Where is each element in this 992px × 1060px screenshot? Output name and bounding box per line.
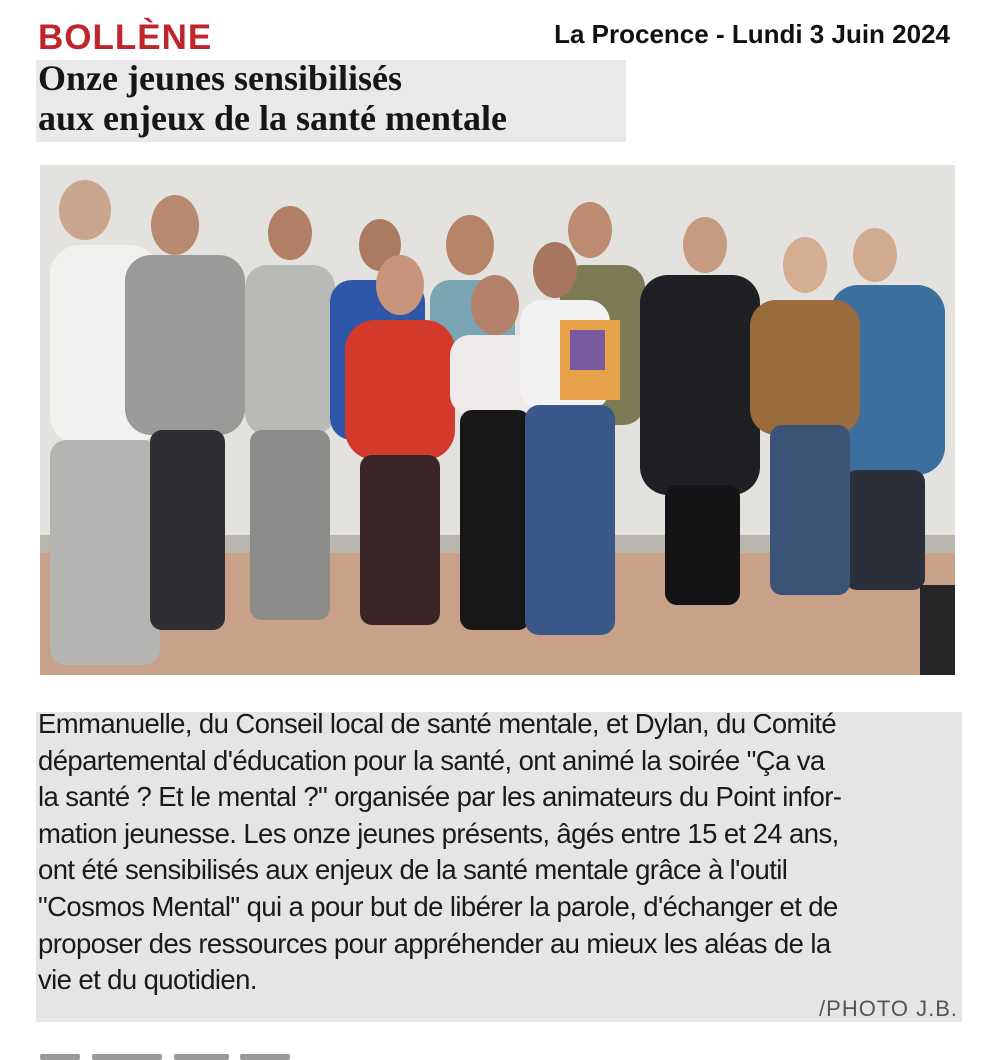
caption-line: départemental d'éducation pour la santé, ont animé la soirée "Ça va [38,744,825,776]
caption-line: ont été sensibilisés aux enjeux de la santé mentale grâce à l'outil [38,854,788,886]
photo-credit: /PHOTO J.B. [819,996,958,1021]
headline [38,58,678,138]
caption-line: "Cosmos Mental" qui a pour but de libérer la parole, d'échanger et de [38,890,838,922]
caption-line: la santé ? Et le mental ?" organisée par les animateurs du Point infor- [38,781,842,813]
caption-line: mation jeunesse. Les onze jeunes présents, âgés entre 15 et 24 ans, [38,817,839,849]
group-photo [40,165,955,675]
cut-off-text-fragment [40,1048,300,1060]
publication-date-line: La Procence - Lundi 3 Juin 2024 [554,19,950,49]
section-label: BOLLÈNE [38,18,213,57]
caption-line: Emmanuelle, du Conseil local de santé mentale, et Dylan, du Comité [38,708,837,739]
headline-line: Onze jeunes sensibilisés [38,58,403,98]
photo-caption [38,706,954,999]
caption-line: vie et du quotidien. [38,964,257,996]
caption-line: proposer des ressources pour appréhender au mieux les aléas de la [38,927,831,959]
headline-line: aux enjeux de la santé mentale [38,98,507,138]
